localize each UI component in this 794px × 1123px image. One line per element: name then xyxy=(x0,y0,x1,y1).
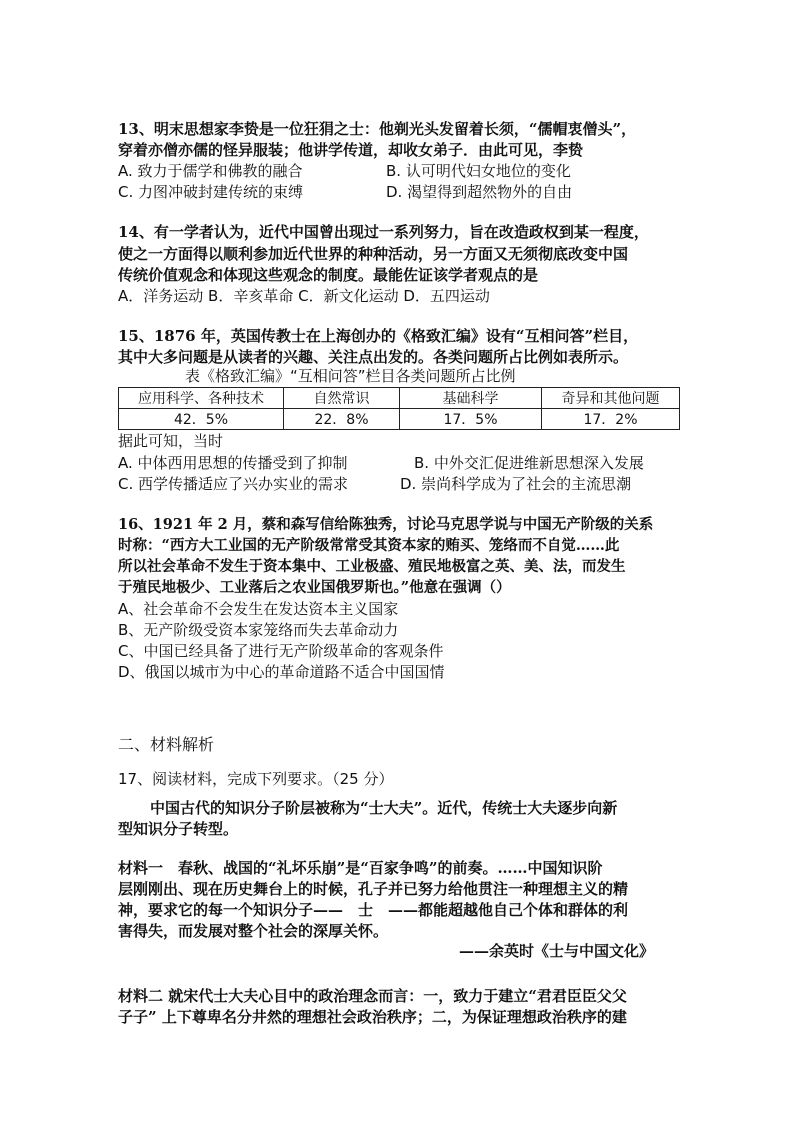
q15-option-b: B. 中外交汇促进维新思想深入发展 xyxy=(414,454,644,472)
q15-option-c: C. 西学传播适应了兴办实业的需求 xyxy=(118,475,349,493)
q16-option-b: B、无产阶级受资本家笼络而失去革命动力 xyxy=(118,621,399,639)
q16-stem-line2: 时称：“西方大工业国的无产阶级常常受其资本家的贿买、笼络而不自觉……此 xyxy=(118,537,620,554)
q17-prompt: 17、阅读材料，完成下列要求。（25 分） xyxy=(118,770,394,788)
material1-source: ——余英时《士与中国文化》 xyxy=(458,942,654,960)
q14-stem-line2: 使之一方面得以顺利参加近代世界的种种活动，另一方面又无须彻底改变中国 xyxy=(118,245,629,263)
material1-line3: 神，要求它的每一个知识分子—— 士 ——都能超越他自己个体和群体的利 xyxy=(118,901,629,919)
q15-table-caption: 表《格致汇编》“互相问答”栏目各类问题所占比例 xyxy=(185,367,516,385)
table-cell: 42．5% xyxy=(119,409,284,430)
table-cell: 22．8% xyxy=(284,409,400,430)
material1-line1: 材料一 春秋、战国的“礼坏乐崩”是“百家争鸣”的前奏。……中国知识阶 xyxy=(118,859,603,877)
table-row xyxy=(119,409,680,430)
q13-option-a: A. 致力于儒学和佛教的融合 xyxy=(118,162,303,180)
table-cell: 17．5% xyxy=(400,409,542,430)
q16-stem-line1: 16、1921 年 2 月，蔡和森写信给陈独秀，讨论马克思学说与中国无产阶级的关系 xyxy=(118,516,654,533)
q13-stem-line2: 穿着亦僧亦儒的怪异服装；他讲学传道，却收女弟子．由此可见，李贽 xyxy=(118,141,584,159)
q13-stem-line1: 13、明末思想家李贽是一位狂狷之士：他剃光头发留着长须，“儒帽衷僧头”， xyxy=(118,120,637,138)
q16-option-c: C、中国已经具备了进行无产阶级革命的客观条件 xyxy=(118,642,444,660)
q16-option-a: A、社会革命不会发生在发达资本主义国家 xyxy=(118,600,399,618)
material1-line4: 害得失，而发展对整个社会的深厚关怀。 xyxy=(118,922,389,940)
q17-intro-line1: 中国古代的知识分子阶层被称为“士大夫”。近代，传统士大夫逐步向新 xyxy=(150,799,618,817)
q17-intro-line2: 型知识分子转型。 xyxy=(118,820,239,838)
q14-stem-line3: 传统价值观念和体现这些观念的制度。最能佐证该学者观点的是 xyxy=(118,266,539,284)
table-header-cell: 基础科学 xyxy=(400,388,542,409)
q15-stem-question: 据此可知，当时 xyxy=(118,432,224,450)
q15-stem-line2: 其中大多问题是从读者的兴趣、关注点出发的。各类问题所占比例如表所示。 xyxy=(118,348,629,366)
q15-option-d: D. 崇尚科学成为了社会的主流思潮 xyxy=(400,475,632,493)
q13-option-c: C. 力图冲破封建传统的束缚 xyxy=(118,183,304,201)
table-header-row xyxy=(119,388,680,409)
material2-line1: 材料二 就宋代士大夫心目中的政治理念而言：一，致力于建立“君君臣臣父父 xyxy=(118,987,627,1005)
material2-line2: 子子” 上下尊卑名分井然的理想社会政治秩序；二，为保证理想政治秩序的建 xyxy=(118,1008,627,1026)
q14-stem-line1: 14、有一学者认为，近代中国曾出现过一系列努力，旨在改造政权到某一程度， xyxy=(118,223,649,241)
q14-options: A．洋务运动 B．辛亥革命 C．新文化运动 D．五四运动 xyxy=(118,287,490,305)
q15-stem-line1: 15、1876 年，英国传教士在上海创办的《格致汇编》设有“互相问答”栏目， xyxy=(118,327,639,345)
q16-option-d: D、俄国以城市为中心的革命道路不适合中国国情 xyxy=(118,663,445,681)
table-header-cell: 应用科学、各种技术 xyxy=(119,388,284,409)
q13-option-b: B. 认可明代妇女地位的变化 xyxy=(386,162,571,180)
table-cell: 17．2% xyxy=(542,409,680,430)
q16-stem-line4: 于殖民地极少、工业落后之农业国俄罗斯也。”他意在强调（） xyxy=(118,579,511,596)
section-title: 二、材料解析 xyxy=(118,735,215,754)
q16-stem-line3: 所以社会革命不发生于资本集中、工业极盛、殖民地极富之英、美、法，而发生 xyxy=(118,558,626,575)
q15-option-a: A. 中体西用思想的传播受到了抑制 xyxy=(118,454,348,472)
table-header-cell: 自然常识 xyxy=(284,388,400,409)
q13-option-d: D. 渴望得到超然物外的自由 xyxy=(386,183,573,201)
q15-proportion-table xyxy=(118,387,680,430)
table-header-cell: 奇异和其他问题 xyxy=(542,388,680,409)
material1-line2: 层刚刚出、现在历史舞台上的时候，孔子并已努力给他贯注一种理想主义的精 xyxy=(118,880,629,898)
